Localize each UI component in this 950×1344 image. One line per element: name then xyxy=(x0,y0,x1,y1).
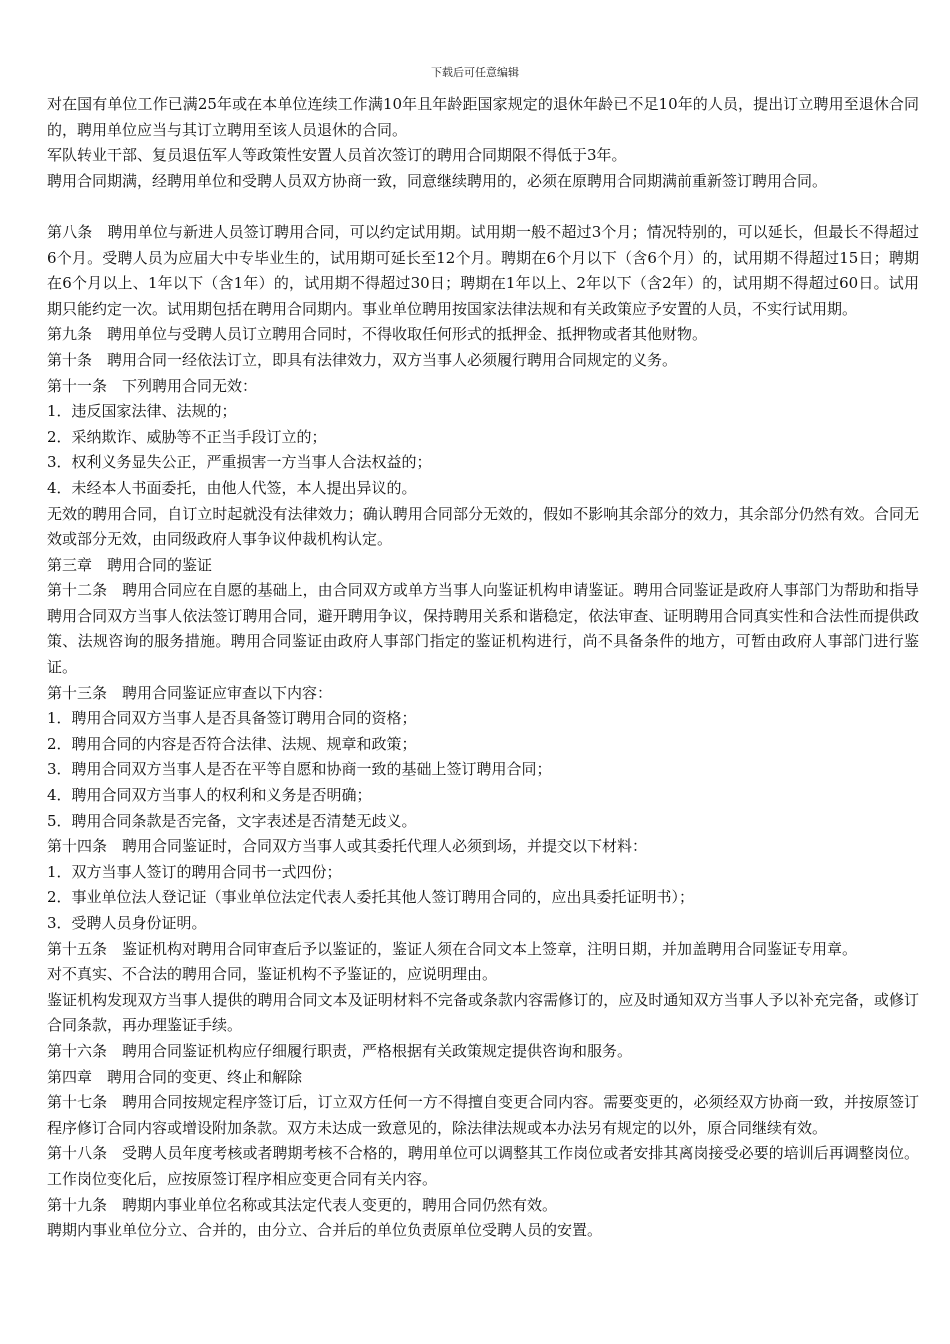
list-item: 4．聘用合同双方当事人的权利和义务是否明确； xyxy=(47,786,372,805)
paragraph: 聘期内事业单位分立、合并的，由分立、合并后的单位负责原单位受聘人员的安置。 xyxy=(47,1221,603,1240)
paragraph-article-16: 第十六条 聘用合同鉴证机构应仔细履行职责，严格根据有关政策规定提供咨询和服务。 xyxy=(47,1041,633,1060)
paragraph: 对不真实、不合法的聘用合同，鉴证机构不予鉴证的，应说明理由。 xyxy=(47,965,498,984)
paragraph-article-10: 第十条 聘用合同一经依法订立，即具有法律效力，双方当事人必须履行聘用合同规定的义务。 xyxy=(47,350,678,369)
paragraph: 鉴证机构发现双方当事人提供的聘用合同文本及证明材料不完备或条款内容需修订的，应及时通知双方当事人予以补充完备，或修订合同条款，再办理鉴证手续。 xyxy=(47,990,919,1035)
list-item: 4．未经本人书面委托，由他人代签，本人提出异议的。 xyxy=(47,478,417,497)
list-item: 2．聘用合同的内容是否符合法律、法规、规章和政策； xyxy=(47,734,417,753)
page-header: 下载后可任意编辑 xyxy=(431,66,519,79)
blank-line xyxy=(47,194,919,220)
list-item: 1．双方当事人签订的聘用合同书一式四份； xyxy=(47,862,342,881)
paragraph: 军队转业干部、复员退伍军人等政策性安置人员首次签订的聘用合同期限不得低于3年。 xyxy=(47,146,627,165)
paragraph-article-12: 第十二条 聘用合同应在自愿的基础上，由合同双方或单方当事人向鉴证机构申请鉴证。聘用合同鉴证是政府人事部门为帮助和指导聘用合同双方当事人依法签订聘用合同，避开聘用争议，保持聘用关系和谐稳定，依法审查、证明聘用合同真实性和合法性而提供政策、法规咨询的服务措施。聘用合同鉴证由政府人事部门指定的鉴证机构进行，尚不具备条件的地方，可暂由政府人事部门进行鉴证。 xyxy=(47,581,919,677)
chapter-heading: 第四章 聘用合同的变更、终止和解除 xyxy=(47,1067,303,1086)
paragraph-article-17: 第十七条 聘用合同按规定程序签订后，订立双方任何一方不得擅自变更合同内容。需要变更的，必须经双方协商一致，并按原签订程序修订合同内容或增设附加条款。双方未达成一致意见的，除法律法规或本办法另有规定的以外，原合同继续有效。 xyxy=(47,1093,919,1137)
chapter-heading: 第三章 聘用合同的鉴证 xyxy=(47,555,213,574)
paragraph-article-14: 第十四条 聘用合同鉴证时，合同双方当事人或其委托代理人必须到场，并提交以下材料： xyxy=(47,837,648,856)
paragraph: 无效的聘用合同，自订立时起就没有法律效力；确认聘用合同部分无效的，假如不影响其余部分的效力，其余部分仍然有效。合同无效或部分无效，由同级政府人事争议仲裁机构认定。 xyxy=(47,504,919,549)
list-item: 3．权利义务显失公正，严重损害一方当事人合法权益的； xyxy=(47,453,432,472)
list-item: 2．事业单位法人登记证（事业单位法定代表人委托其他人签订聘用合同的，应出具委托证明书）； xyxy=(47,888,695,907)
paragraph-article-19: 第十九条 聘期内事业单位名称或其法定代表人变更的，聘用合同仍然有效。 xyxy=(47,1195,558,1214)
paragraph-article-11: 第十一条 下列聘用合同无效： xyxy=(47,376,258,395)
list-item: 3．受聘人员身份证明。 xyxy=(47,914,207,932)
list-item: 1．违反国家法律、法规的； xyxy=(47,402,237,421)
paragraph: 对在国有单位工作已满25年或在本单位连续工作满10年且年龄距国家规定的退休年龄已不足10年的人员，提出订立聘用至退休合同的，聘用单位应当与其订立聘用至该人员退休的合同。 xyxy=(47,95,919,139)
paragraph-article-13: 第十三条 聘用合同鉴证应审查以下内容： xyxy=(47,683,333,702)
paragraph-article-15: 第十五条 鉴证机构对聘用合同审查后予以鉴证的，鉴证人须在合同文本上签章，注明日期，并加盖聘用合同鉴证专用章。 xyxy=(47,939,858,958)
paragraph: 聘用合同期满，经聘用单位和受聘人员双方协商一致，同意继续聘用的，必须在原聘用合同期满前重新签订聘用合同。 xyxy=(47,171,828,190)
list-item: 2．采纳欺诈、威胁等不正当手段订立的； xyxy=(47,427,327,446)
list-item: 1．聘用合同双方当事人是否具备签订聘用合同的资格； xyxy=(47,709,417,728)
paragraph-article-9: 第九条 聘用单位与受聘人员订立聘用合同时，不得收取任何形式的抵押金、抵押物或者其他财物。 xyxy=(47,325,708,344)
list-item: 3．聘用合同双方当事人是否在平等自愿和协商一致的基础上签订聘用合同； xyxy=(47,760,552,779)
paragraph-article-8: 第八条 聘用单位与新进人员签订聘用合同，可以约定试用期。试用期一般不超过3个月；情况特别的，可以延长，但最长不得超过6个月。受聘人员为应届大中专毕业生的，试用期可延长至12个月。聘期在6个月以下（含6个月）的，试用期不得超过15日；聘期在6个月以上、1年以下（含1年）的，试用期不得超过30日；聘期在1年以上、2年以下（含2年）的，试用期不得超过60日。试用期只能约定一次。试用期包括在聘用合同期内。事业单位聘用按国家法律法规和有关政策应予安置的人员，不实行试用期。 xyxy=(47,222,919,318)
document-body xyxy=(47,92,919,1244)
paragraph-article-18: 第十八条 受聘人员年度考核或者聘期考核不合格的，聘用单位可以调整其工作岗位或者安排其离岗接受必要的培训后再调整岗位。工作岗位变化后，应按原签订程序相应变更合同有关内容。 xyxy=(47,1144,919,1188)
list-item: 5．聘用合同条款是否完备，文字表述是否清楚无歧义。 xyxy=(47,811,417,830)
